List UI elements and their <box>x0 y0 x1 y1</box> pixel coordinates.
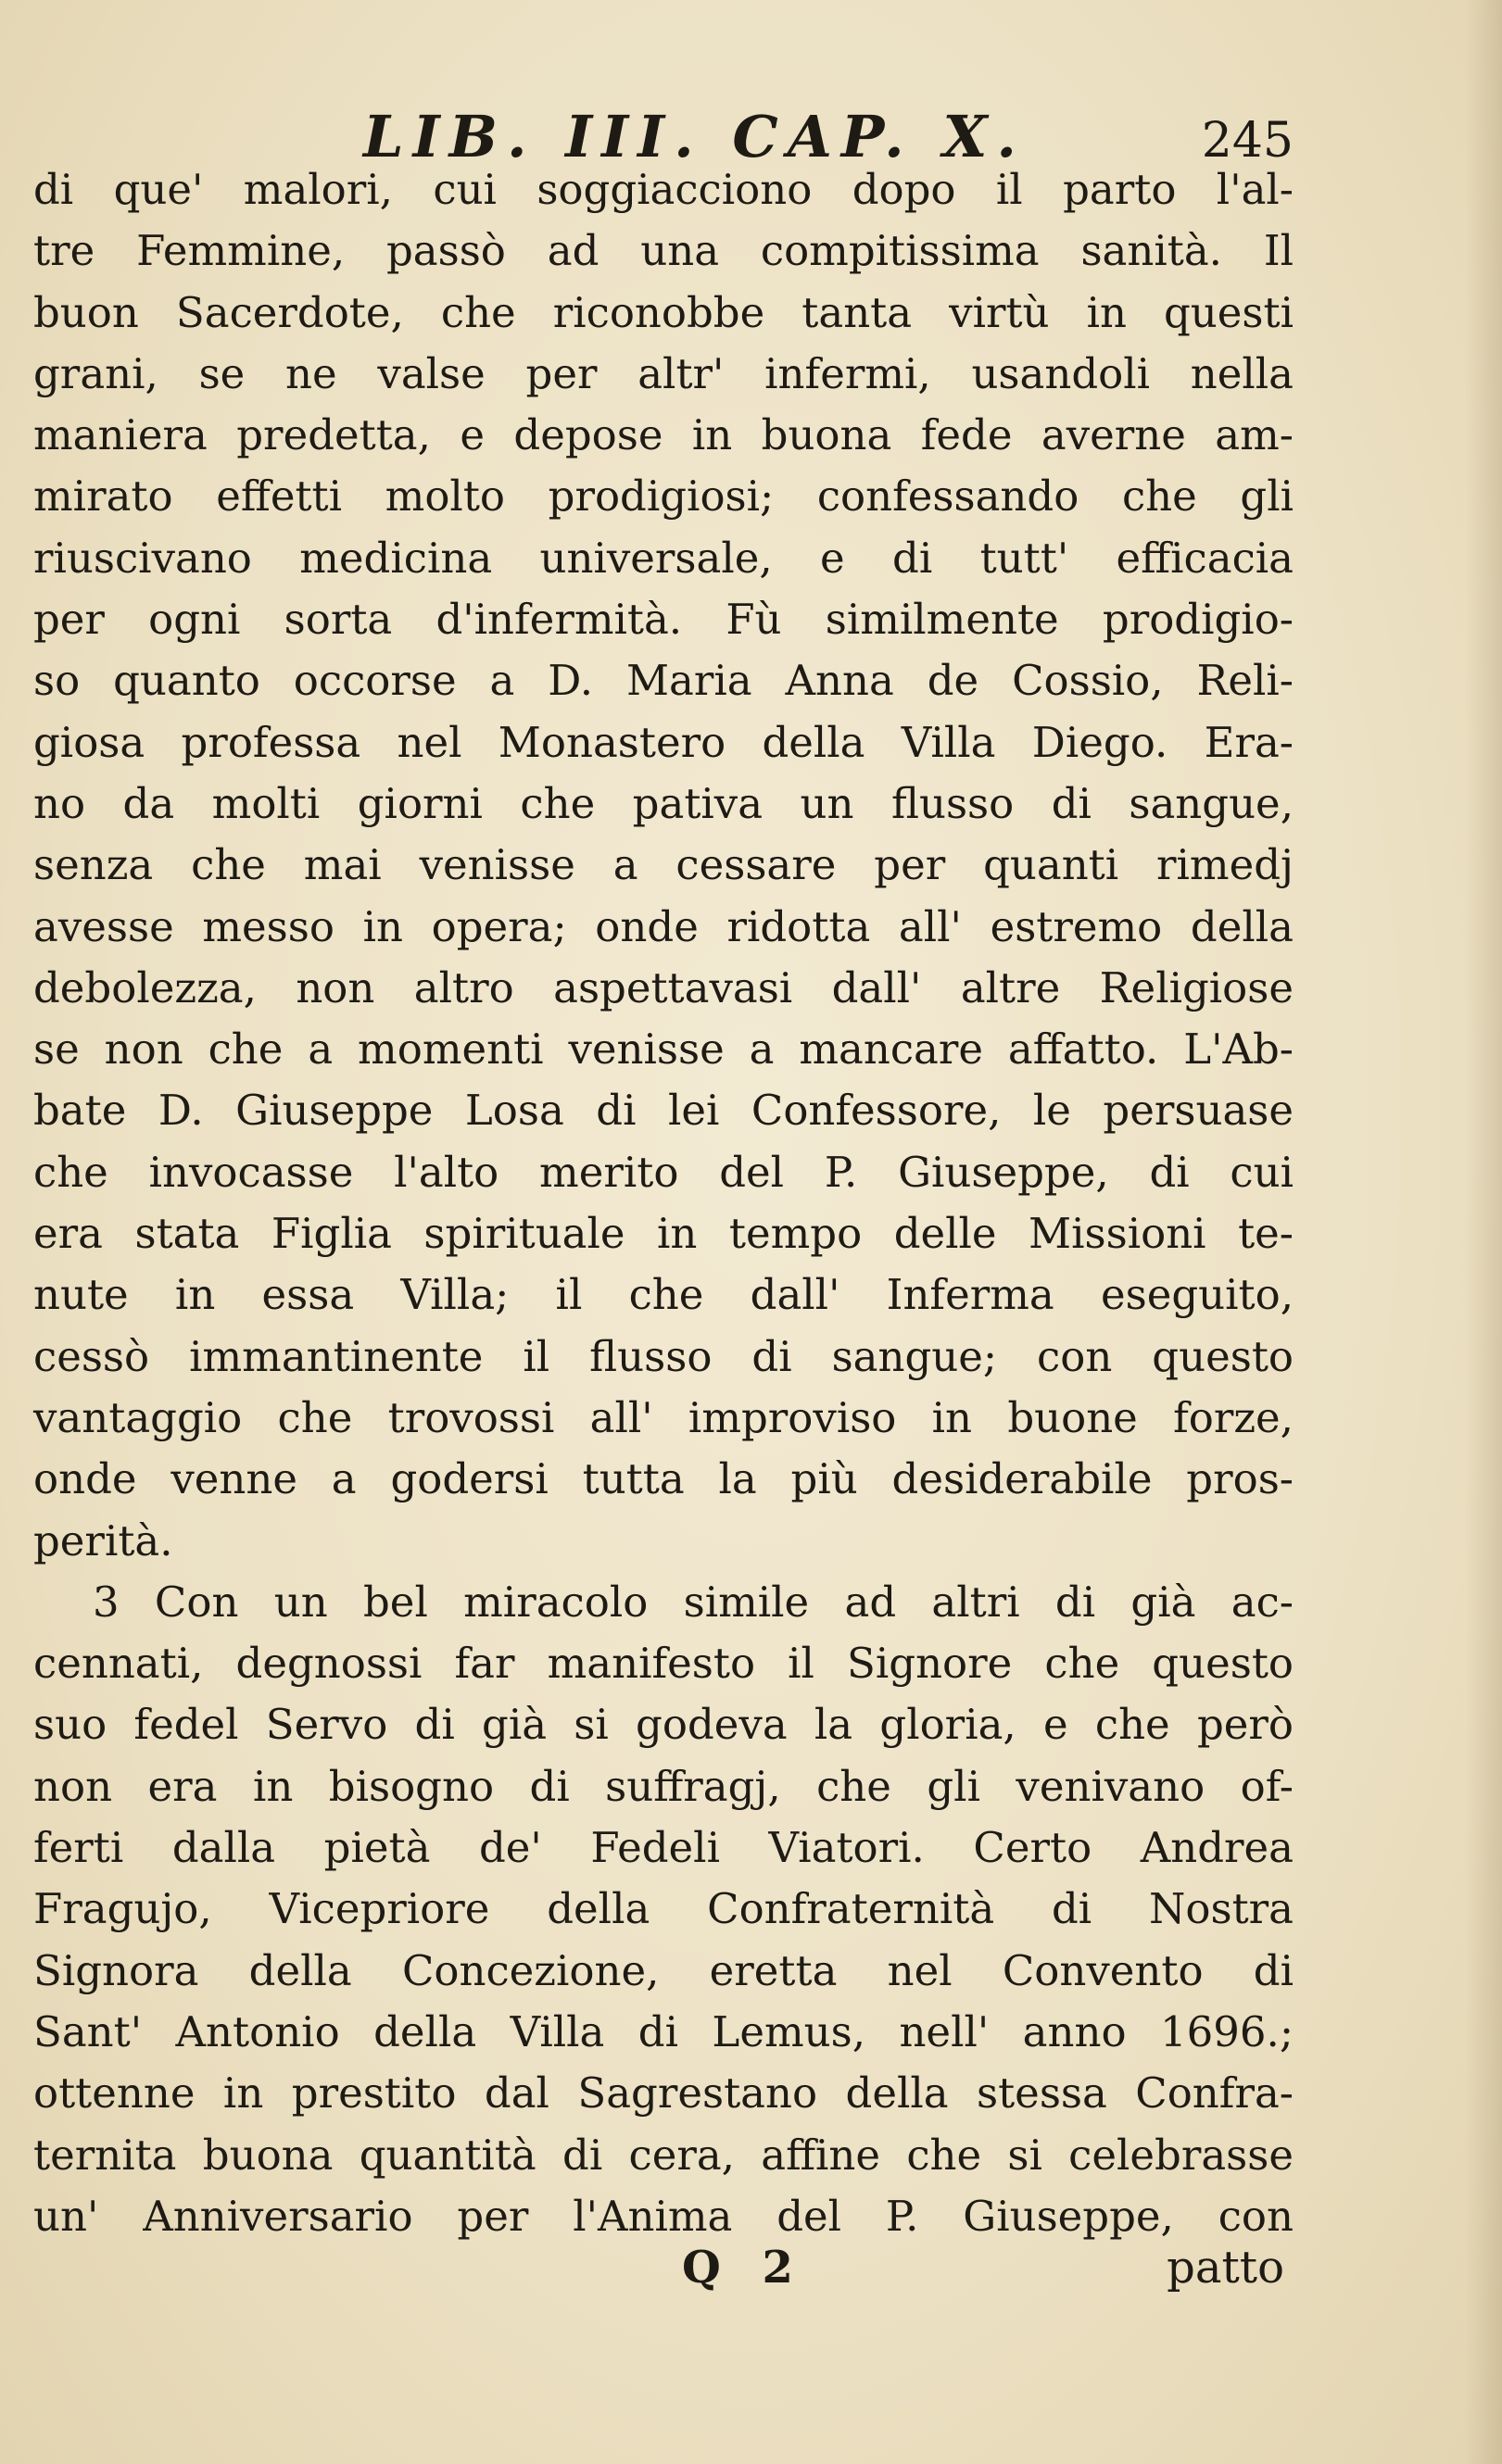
text-line: non era in bisogno di suffragj, che gli venivano of- <box>33 1761 1294 1811</box>
text-line: cennati, degnossi far manifesto il Signore che questo <box>33 1639 1294 1689</box>
running-head: LIB. III. CAP. X. <box>363 103 1027 170</box>
text-line: onde venne a godersi tutta la più desiderabile pros- <box>33 1454 1294 1504</box>
text-line: riuscivano medicina universale, e di tutt' efficacia <box>33 533 1294 583</box>
page-edge-shadow <box>1465 0 1502 2464</box>
text-line: grani, se ne valse per altr' infermi, usandoli nella <box>33 348 1294 398</box>
text-line: nute in essa Villa; il che dall' Inferma eseguito, <box>33 1270 1294 1320</box>
text-line: cessò immantinente il flusso di sangue; con questo <box>33 1331 1294 1381</box>
text-line: ternita buona quantità di cera, affine che si celebrasse <box>33 2130 1294 2180</box>
page-footer <box>33 2242 1294 2307</box>
text-line: di que' malori, cui soggiacciono dopo il parto l'al- <box>33 165 1294 214</box>
text-line: perità. <box>33 1515 173 1565</box>
text-line: bate D. Giuseppe Losa di lei Confessore, le persuase <box>33 1086 1294 1136</box>
text-line: per ogni sorta d'infermità. Fù similmente prodigio- <box>33 595 1294 645</box>
text-line: Sant' Antonio della Villa di Lemus, nell' anno 1696.; <box>33 2006 1294 2056</box>
text-line: so quanto occorse a D. Maria Anna de Cossio, Reli- <box>33 656 1294 706</box>
text-line: Fragujo, Vicepriore della Confraternità di Nostra <box>33 1884 1294 1934</box>
text-line: buon Sacerdote, che riconobbe tanta virtù in questi <box>33 287 1294 337</box>
text-line: tre Femmine, passò ad una compitissima sanità. Il <box>33 226 1294 276</box>
paragraph-start-line: 3 Con un bel miracolo simile ad altri di già ac- <box>93 1577 1294 1627</box>
page-header <box>33 103 1294 170</box>
text-line: ferti dalla pietà de' Fedeli Viatori. Certo Andrea <box>33 1823 1294 1873</box>
text-line: senza che mai venisse a cessare per quanti rimedj <box>33 840 1294 890</box>
body-text <box>33 159 1294 2247</box>
text-line: se non che a momenti venisse a mancare affatto. L'Ab- <box>33 1025 1294 1075</box>
signature-mark: Q 2 <box>682 2242 806 2294</box>
text-line: suo fedel Servo di già si godeva la gloria, e che però <box>33 1700 1294 1750</box>
text-line: era stata Figlia spirituale in tempo delle Missioni te- <box>33 1209 1294 1259</box>
text-line: un' Anniversario per l'Anima del P. Giuseppe, con <box>33 2191 1294 2241</box>
text-line: maniera predetta, e depose in buona fede averne am- <box>33 410 1294 460</box>
text-line: debolezza, non altro aspettavasi dall' altre Religiose <box>33 962 1294 1012</box>
text-line: Signora della Concezione, eretta nel Convento di <box>33 1945 1294 1995</box>
text-line: giosa professa nel Monastero della Villa Diego. Era- <box>33 717 1294 767</box>
text-line: che invocasse l'alto merito del P. Giuseppe, di cui <box>33 1147 1294 1197</box>
text-line: avesse messo in opera; onde ridotta all' estremo della <box>33 901 1294 951</box>
catchword: patto <box>1167 2242 1284 2294</box>
page-number: 245 <box>1201 113 1294 169</box>
text-line: vantaggio che trovossi all' improviso in buone forze, <box>33 1392 1294 1442</box>
text-line: ottenne in prestito dal Sagrestano della stessa Confra- <box>33 2068 1294 2118</box>
text-line: mirato effetti molto prodigiosi; confessando che gli <box>33 471 1294 522</box>
text-line: no da molti giorni che pativa un flusso di sangue, <box>33 778 1294 828</box>
